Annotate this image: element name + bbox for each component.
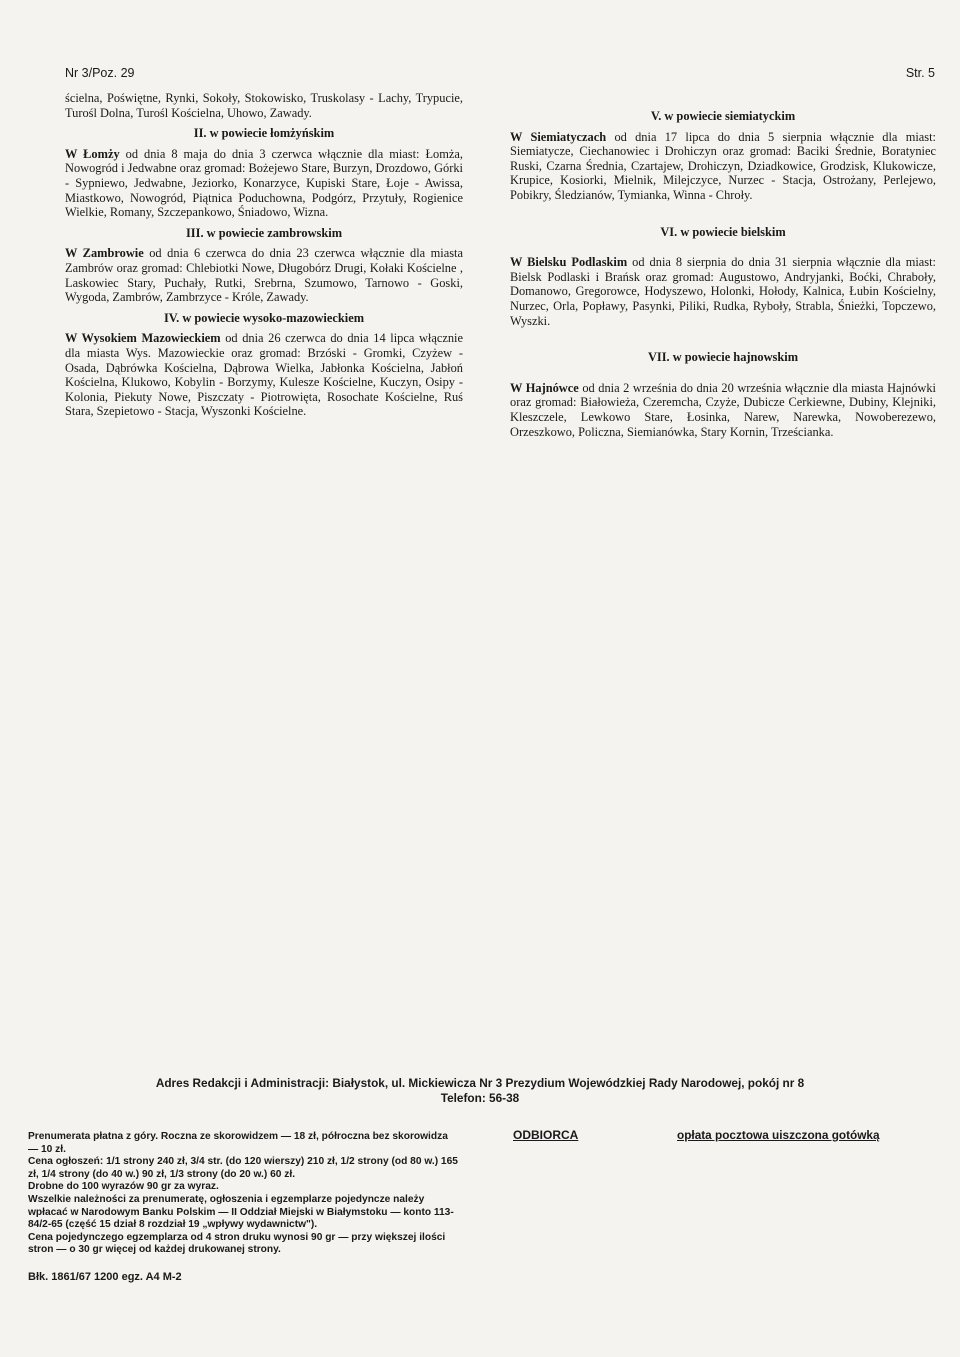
page-header (65, 66, 935, 86)
issue-number: Nr 3/Poz. 29 (65, 66, 135, 80)
section-iii-text: od dnia 6 czerwca do dnia 23 czerwca włącznie dla miasta Zambrów oraz gromad: Chlebiotki Nowe, Długobórz Drugi, Kołaki Kościelne , Laskowiec Stary, Puchały, Rutki, Srebrna, Szumowo, Tarnowo - Goski, Wygoda, Zambrów, Zambrzyce - Króle, Zawady. (65, 246, 463, 305)
telephone-line: Telefon: 56-38 (440, 1091, 520, 1105)
postage-paid-label: opłata pocztowa uiszczona gotówką (677, 1128, 880, 1142)
section-ii-lead: W Łomży (65, 146, 120, 161)
subscription-info (28, 1131, 460, 1284)
section-vii-lead: W Hajnówce (510, 380, 579, 395)
section-vi-title: VI. w powiecie bielskim (660, 224, 786, 239)
section-ii-title: II. w powiecie łomżyńskim (193, 126, 335, 141)
section-iv-lead: W Wysokiem Mazowieckiem (65, 331, 221, 346)
print-signature: Błk. 1861/67 1200 egz. A4 M-2 (28, 1270, 182, 1283)
left-column (65, 91, 463, 419)
section-ii-body (65, 147, 463, 220)
section-v-lead: W Siemiatyczach (510, 129, 607, 144)
section-iv-body (65, 331, 463, 419)
subscription-price: Prenumerata płatna z góry. Roczna ze skorowidzem — 18 zł, półroczna bez skorowidza — 10 zł. (28, 1131, 448, 1155)
editorial-address (30, 1076, 930, 1106)
section-vii-text: od dnia 2 września do dnia 20 września włącznie dla miasta Hajnówki oraz gromad: Białowieża, Czeremcha, Czyże, Dubicze Cerkiewne, Dubiny, Klejniki, Kleszczele, Lewkowo Stare, Łosinka, Narew, Narewka, Nowoberezewo, Orzeszkowo, Policzna, Siemianówka, Stary Kornin, Trześcianka. (510, 380, 936, 439)
section-v-text: od dnia 17 lipca do dnia 5 sierpnia włącznie dla miast: Siemiatycze, Ciechanowiec i Drohiczyn oraz gromad: Baciki Średnie, Boratyniec Ruski, Czarna Średnia, Czartajew, Drohiczyn, Dziadkowice, Grodzisk, Klukowicze, Krupice, Kosiorki, Mielnik, Milejczyce, Nurzec - Stacja, Ostrożany, Perlejewo, Pobikry, Śledzianów, Tymianka, Winna - Chroły. (510, 129, 936, 202)
section-vi-lead: W Bielsku Podlaskim (510, 255, 628, 270)
payment-info: Wszelkie należności za prenumeratę, ogłoszenia i egzemplarze pojedyncze należy wpłacać w Narodowym Banku Polskim — II Oddział Miejski w Białymstoku — konto 113-84/2-65 (część 15 dział 8 rozdział 19 „wpływy wydawnictw"). (28, 1193, 454, 1231)
section-iii-body (65, 246, 463, 304)
section-ii-text: od dnia 8 maja do dnia 3 czerwca włącznie dla miast: Łomża, Nowogród i Jedwabne oraz gromad: Bożejewo Stare, Burzyn, Drozdowo, Górki - Sypniewo, Jedwabne, Jeziorko, Konarzyce, Kupiski Stare, Łoje - Awissa, Miastkowo, Nowogród, Piątnica Poduchowna, Podgórz, Przytuły, Rogienice Wielkie, Romany, Szczepankowo, Śniadowo, Wizna. (65, 146, 463, 220)
ad-prices: Cena ogłoszeń: 1/1 strony 240 zł, 3/4 str. (do 120 wierszy) 210 zł, 1/2 strony (od 80 w.) 165 zł, 1/4 strony (do 40 w.) 90 zł, 1/3 strony (do 20 w.) 60 zł. (28, 1156, 458, 1180)
section-iv-title: IV. w powiecie wysoko-mazowieckiem (163, 310, 365, 325)
section-vi-body (510, 255, 936, 328)
section-vii-title: VII. w powiecie hajnowskim (647, 350, 799, 365)
section-v-body (510, 130, 936, 203)
intro-paragraph: ścielna, Poświętne, Rynki, Sokoły, Stokowisko, Truskolasy - Lachy, Trypucie, Turośl Dolna, Turośl Kościelna, Uhowo, Zawady. (65, 91, 463, 120)
section-iii-lead: W Zambrowie (65, 246, 144, 261)
section-vii-body (510, 381, 936, 439)
right-column (510, 91, 936, 439)
section-iv-text: od dnia 26 czerwca do dnia 14 lipca włącznie dla miasta Wys. Mazowieckie oraz gromad: Brzóski - Gromki, Czyżew - Osada, Dąbrówka Kościelna, Dąbrowa Wielka, Jabłonka Kościelna, Jabłoń Kościelna, Klukowo, Kobylin - Borzymy, Kulesze Kościelne, Kuczyn, Osipy - Kolonia, Piekuty Nowe, Piszczaty - Piotrowięta, Rosochate Kościelne, Ruś Stara, Szepietowo - Stacja, Wyszonki Kościelne. (65, 331, 463, 419)
section-iii-title: III. w powiecie zambrowskim (185, 225, 343, 240)
section-vi-text: od dnia 8 sierpnia do dnia 31 sierpnia włącznie dla miast: Bielsk Podlaski i Brańsk oraz gromad: Augustowo, Andryjanki, Boćki, Chraboły, Domanowo, Gregorowce, Hodyszewo, Holonki, Hołody, Kalnica, Łubin Kościelny, Nurzec, Orla, Popławy, Pasynki, Piliki, Rudka, Ryboły, Strabla, Śnieżki, Topczewo, Wyszki. (510, 255, 936, 328)
address-line: Adres Redakcji i Administracji: Białystok, ul. Mickiewicza Nr 3 Prezydium Wojewódzkiej Rady Narodowej, pokój nr 8 (155, 1076, 805, 1090)
recipient-label: ODBIORCA (513, 1128, 579, 1142)
small-ads-price: Drobne do 100 wyrazów 90 gr za wyraz. (28, 1181, 219, 1193)
page-number: Str. 5 (905, 66, 935, 80)
single-copy-price: Cena pojedynczego egzemplarza od 4 stron druku wynosi 90 gr — przy większej ilości stron — o 30 gr więcej od każdej drukowanej strony. (28, 1231, 446, 1256)
section-v-title: V. w powiecie siemiatyckim (650, 109, 796, 123)
